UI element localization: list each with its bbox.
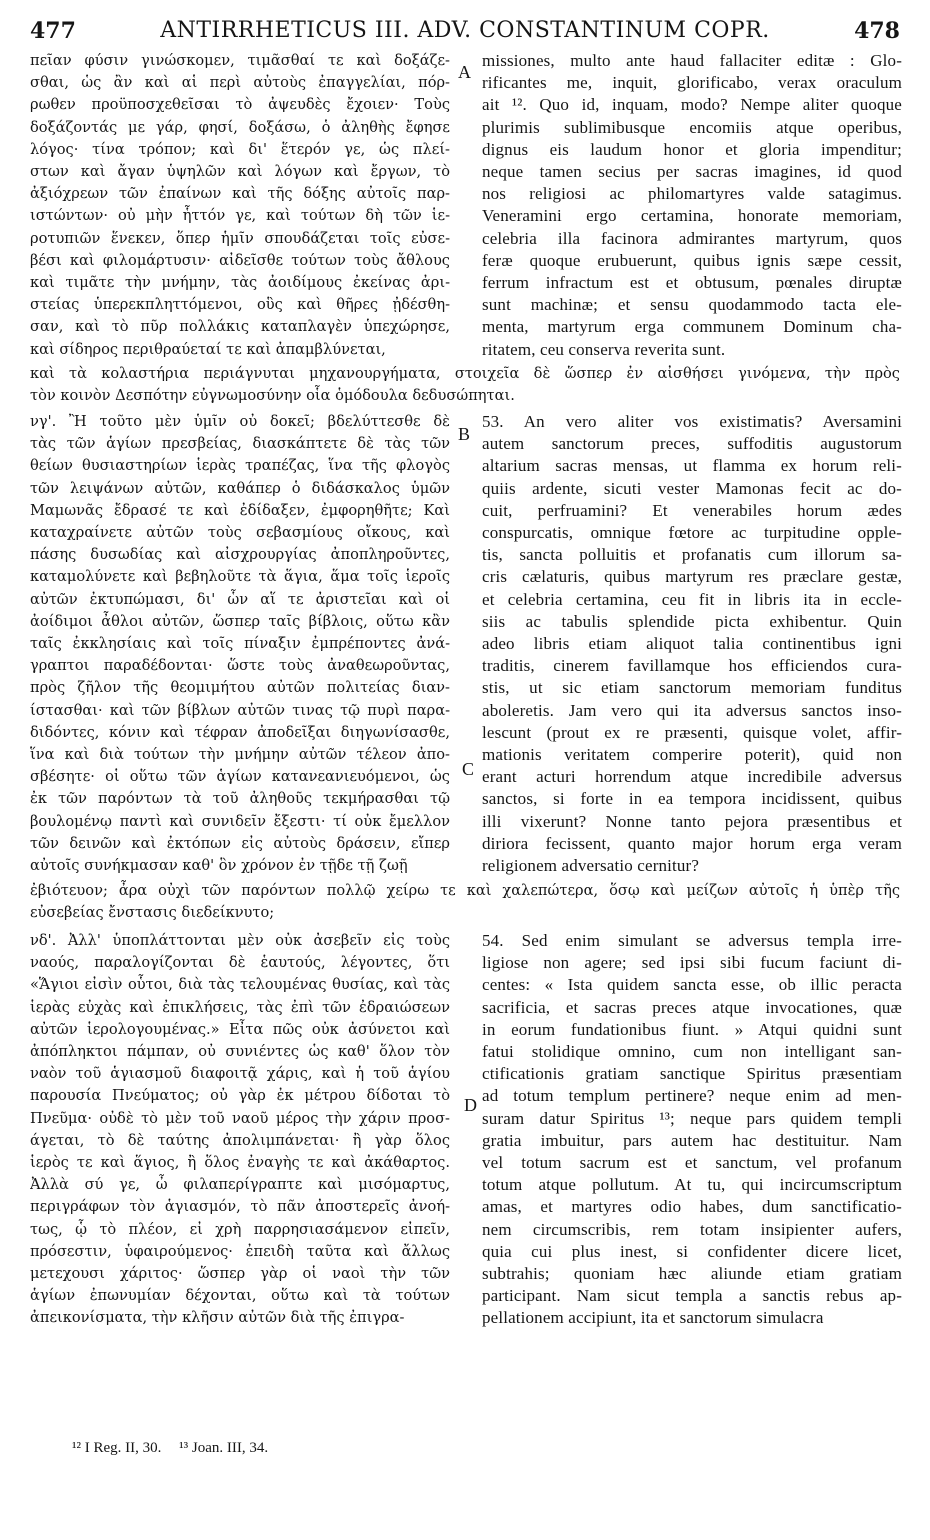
text-line: plurimis sublimibusque encomiis atque operibus, — [482, 117, 902, 137]
text-line: τὸν κοινὸν Δεσπότην εὐγνωμοσύνην οἷα ὁμόδουλα δεδυσώπηται. — [30, 387, 515, 405]
margin-marker-b: B — [458, 424, 471, 444]
text-line: νδ'. Ἀλλ' ὑποπλάττονται μὲν οὐκ ἀσεβεῖν εἰς τοὺς — [30, 932, 450, 949]
text-line: σαν, καὶ τὸ πῦρ πολλάκις καταπλαγὲν ὑπεχώρησε, — [30, 318, 450, 336]
text-line: amas, et martyres odio habes, dum sanctificatio- — [482, 1197, 902, 1217]
text-line: feræ quoque erubuerunt, quibus ignis sæpe cessit, — [482, 250, 902, 270]
text-line: ίστασθαι· καὶ τῶν βίβλων αὐτῶν τινας τῷ πυρὶ παρα- — [30, 701, 450, 719]
footnotes — [72, 1440, 282, 1457]
text-line: fatui stolidique omnino, cum non intelligant san- — [482, 1042, 902, 1062]
text-line: ἁγίων ἐπωνυμίαν δέχονται, οὕτω καὶ τὰ τούτων — [30, 1287, 450, 1305]
text-line: religionem adversatio cernitur? — [482, 856, 700, 876]
text-line: siis ac tabulis splendide picta exhibentur. Quin — [482, 611, 902, 631]
text-line: stis, ut sic etiam sanctorum memoriam funditus — [482, 678, 902, 698]
text-line: ἀοίδιμοι ἆθλοι αὐτῶν, ὥσπερ ταῖς βίβλοις, οὕτω κἂν — [30, 612, 450, 630]
text-line: 54. Sed enim simulant se adversus templa irre- — [482, 931, 902, 950]
text-line: πρὸς ζῆλον τῆς θεομιμήτου αὐτῶν πολιτείας διαν- — [30, 679, 450, 697]
text-line: παρουσία Πνεύματος; οὐ γὰρ ἐκ μέτρου δίδοται τὸ — [30, 1087, 450, 1105]
text-line: nem circumscribis, rem totam insipienter aufers, — [482, 1219, 902, 1239]
text-line: traditis, cinerem favillamque hos efficiendos cura- — [482, 656, 902, 676]
text-line: subtrahis; quoniam hæc aliunde etiam gratiam — [482, 1264, 902, 1284]
text-line: cris cælaturis, quibus martyrum res præclare gestæ, — [482, 567, 902, 587]
footnote-13: ¹³ Joan. III, 34. — [179, 1440, 269, 1456]
text-line: dignus eis laudum honor et gloria impenditur; — [482, 139, 902, 159]
text-line: ἀπεικονίσματα, τὴν κλῆσιν αὐτῶν διὰ τῆς ἐπιγρα- — [30, 1309, 405, 1327]
text-line: ligiose non agere; sed ipsi sibi fucum faciunt di- — [482, 953, 902, 973]
greek-column-2 — [30, 411, 450, 877]
text-line: τῶν δεινῶν καὶ ἐκτόπων εἰς αὐτοὺς δράσειν, εἴπερ — [30, 834, 450, 852]
text-line: ἱερὰς εὐχὰς καὶ ἐπικλήσεις, τὰς ἐπὶ τῶν ἐδραιώσεων — [30, 998, 450, 1016]
text-line: εὐσεβείας ἔνστασις διεδείκνυτο; — [30, 904, 275, 922]
text-line: σβέσητε· οἱ οὕτω τῶν ἁγίων κατανεανιευόμενοι, ὡς — [30, 768, 450, 786]
text-line: autem sanctorum preces, suffoditis augustorum — [482, 434, 902, 454]
greek-column-3 — [30, 930, 450, 1330]
text-line: περιγράφων τὸν ἁγιασμόν, τὸ πᾶν ἀποστερεῖς ἀνοή- — [30, 1198, 450, 1216]
text-line: Πνεῦμα· οὐδὲ τὸ μὲν τοῦ ναοῦ μέρος τὴν χάριν προσ- — [30, 1109, 450, 1127]
text-line: 53. An vero aliter vos existimatis? Aversamini — [482, 412, 902, 431]
greek-column-1 — [30, 50, 450, 361]
text-line: centes: « Ista quidem sancta esse, ob illic peracta — [482, 975, 902, 995]
text-line: δοξάζοντάς με γάρ, φησί, δοξάσω, ὁ ἀληθὴς ἔφησε — [30, 118, 450, 136]
text-line: «Ἅγιοι εἰσὶν οὗτοι, διὰ τὰς τελουμένας θυσίας, καὶ τὰς — [30, 976, 450, 994]
text-line: sanctos, si forte in ea tempora incidissent, quibus — [482, 789, 902, 809]
text-line: Ἀλλὰ σύ γε, ὦ φιλαπερίγραπτε καὶ μισόμαρτυς, — [30, 1176, 450, 1194]
greek-wide-1 — [30, 363, 900, 407]
text-line: καταχραίνετε αὐτῶν τοὺς σεβασμίους οἴκους, καὶ — [30, 524, 450, 542]
text-line: lescunt (prout ex re præsenti, quisque volet, affir- — [482, 722, 902, 742]
text-line: ctificationis gratiam sanctique Spiritus præsentiam — [482, 1064, 902, 1084]
text-line: gratia imbuitur, pars autem hac destituitur. Nam — [482, 1130, 902, 1150]
latin-column-3 — [482, 930, 902, 1330]
text-line: erant acturi horrendum atque incredibile adversus — [482, 767, 902, 787]
text-line: καὶ σίδηρος περιθραύεταί τε καὶ ἀπαμβλύνεται, — [30, 340, 386, 358]
latin-column-2 — [482, 411, 902, 877]
text-line: άγεται, τὸ δὲ ταύτης ἀπολιμπάνεται· ἢ γὰρ ὅλος — [30, 1131, 450, 1149]
text-line: ναούς, παραλογίζονται δὲ ἑαυτούς, λέγοντες, ὅτι — [30, 954, 450, 972]
text-line: ad totum templum pertinere? neque enim ad men- — [482, 1086, 902, 1106]
text-line: γραπτοι παραδέδονται· ὥστε τοὺς ἀναθεωροῦντας, — [30, 657, 450, 675]
running-header — [30, 14, 900, 46]
text-line: Veneramini ergo certamina, honorate memoriam, — [482, 206, 902, 226]
text-line: pellationem accipiunt, ita et sanctorum simulacra — [482, 1308, 824, 1328]
text-line: cuit, perfruamini? Et venerabiles horum ædes — [482, 500, 902, 520]
margin-marker-c: C — [462, 759, 475, 779]
footnote-12: ¹² I Reg. II, 30. — [72, 1440, 162, 1456]
greek-wide-2 — [30, 880, 900, 924]
latin-column-1 — [482, 50, 902, 361]
text-line: σθαι, ὡς ἂν καὶ αἱ περὶ αὐτοὺς ἐπαγγελίαι, πόρ- — [30, 74, 450, 92]
text-line: πάσης δυσωδίας καὶ αἰσχρουργίας ἀποπληροῦντες, — [30, 546, 450, 564]
text-line: suram datur Spiritus ¹³; neque pars quidem templi — [482, 1108, 902, 1128]
text-line: στείας ὑπερεκπληττόμενοι, οὓς καὶ θῆρες ᾐδέσθη- — [30, 296, 450, 314]
text-line: νγ'. Ἢ τοῦτο μὲν ὑμῖν οὐ δοκεῖ; βδελύττεσθε δὲ — [30, 413, 450, 430]
text-line: missiones, multo ante haud fallaciter editæ : Glo- — [482, 51, 902, 70]
text-line: ferrum infractum est et obtusum, pœnales diruptæ — [482, 273, 902, 293]
text-line: sunt machinæ; et sensu quodammodo tacta ele- — [482, 295, 902, 315]
text-line: illi vixerunt? Nonne tanto pejora præsentibus et — [482, 811, 902, 831]
text-line: βουλομένῳ παντὶ καὶ συνιδεῖν ἔξεστι· τί οὐκ ἔμελλον — [30, 812, 450, 830]
text-line: sacrificia, et sacras preces atque invocationes, quæ — [482, 997, 902, 1017]
text-line: adeo libris etiam aliquot talia continentibus igni — [482, 634, 902, 654]
text-line: μετεχουσι χάριτος· ὥσπερ γὰρ οἱ ναοὶ τὴν τῶν — [30, 1265, 450, 1283]
text-line: participant. Nam sicut templa a sanctis rebus ap- — [482, 1286, 902, 1306]
text-line: τῶν λειψάνων αὐτῶν, καθάπερ ὁ διδάσκαλος ὑμῶν — [30, 479, 450, 497]
text-line: ἵνα καὶ διὰ τούτων τὴν μνήμην αὐτῶν τέλεον ἀπο- — [30, 746, 450, 764]
text-line: ἱερὸς τε καὶ ἅγιος, ἢ ὅλος ἐναγὴς τε καὶ ἀκάθαρτος. — [30, 1154, 450, 1172]
text-line: διδόντες, κόνιν καὶ τέφραν ἀποδεῖξαι διηγωνίσασθε, — [30, 723, 450, 741]
text-line: στων καὶ ἄγαν ὑψηλῶν καὶ λόγων καὶ ἔργων, τὸ — [30, 163, 450, 181]
text-line: καταμολύνετε καὶ βεβηλοῦτε τὰ ἅγια, ἅμα τοῖς ἱεροῖς — [30, 568, 450, 586]
page-number-right: 478 — [854, 18, 900, 44]
text-line: ρωθεν προϋποσχεθεῖσαι τὸ ἀψευδὲς ἔχοιεν· Τοὺς — [30, 96, 450, 114]
page-number-left: 477 — [30, 18, 76, 44]
text-line: Μαμωνᾶς ἔδρασέ τε καὶ ἐδίδαξεν, ἐμφορηθῆτε; Καὶ — [30, 501, 450, 519]
text-line: βέσι καὶ φιλομάρτυσιν· αἰδεῖσθε τούτων τοὺς ἄθλους — [30, 251, 450, 269]
text-line: tis, sancta polluitis et profanatis cum illorum sa- — [482, 545, 902, 565]
margin-marker-d: D — [464, 1095, 477, 1115]
text-line: ιστώντων· οὐ μὴν ἧττόν γε, καὶ τούτων δὴ τῶν ἱε- — [30, 207, 450, 225]
text-line: ἀπόπληκτοι πάμπαν, οὐ συνιέντες ὡς καθ' ὅλον τὸν — [30, 1043, 450, 1061]
text-line: altarium sacras mensas, ut flamma ex horum reli- — [482, 456, 902, 476]
text-line: celebria illa facinora admirantes martyrum, quos — [482, 228, 902, 248]
text-line: diriora fecissent, quanto major horum erga veram — [482, 833, 902, 853]
text-line: καὶ τιμᾶτε τὴν μνήμην, τὰς ἀοιδίμους ἐκείνας ἀρι- — [30, 274, 450, 292]
text-line: quia cui plus inest, si confidenter dicere licet, — [482, 1241, 902, 1261]
text-line: πρόσεστιν, ὑφαιρούμενος· ἐπειδὴ ταῦτα καὶ ἄλλως — [30, 1242, 450, 1260]
text-line: ritatem, ceu conserva reverita sunt. — [482, 339, 726, 359]
text-line: quiis ardente, sicuti vester Mamonas fecit ac do- — [482, 478, 902, 498]
text-line: et celebria certamina, ceu fit in libris ita in eccle- — [482, 589, 902, 609]
margin-marker-a: A — [458, 62, 471, 82]
text-line: totum atque pollutum. At tu, qui incircumscriptum — [482, 1175, 902, 1195]
text-line: ταῖς ἐκκλησίαις καὶ τοῖς πίναξιν ἐμπρέποντες ἀνά- — [30, 635, 450, 653]
text-line: conspurcatis, omnique fœtore ac turpitudine opple- — [482, 523, 902, 543]
text-line: ait ¹². Quo id, inquam, modo? Nempe aliter quoque — [482, 95, 902, 115]
text-line: menta, martyrum erga communem Dominum cha- — [482, 317, 902, 337]
text-line: λόγος· τίνα τρόπον; καὶ δι' ἕτερόν γε, ὡς πλεί- — [30, 140, 450, 158]
text-line: τως, ᾧ τὸ πλέον, εἰ χρὴ παρρησιασάμενον εἰπεῖν, — [30, 1220, 450, 1238]
text-line: πεῖαν φύσιν γινώσκομεν, τιμᾶσθαί τε καὶ δοξάζε- — [30, 52, 450, 69]
text-line: mationis veritatem comperire poterit), quid non — [482, 745, 902, 765]
text-line: τὰς τῶν ἁγίων πρεσβείας, διασκάπτετε δὲ τὰς τῶν — [30, 435, 450, 453]
running-title: ANTIRRHETICUS III. ADV. CONSTANTINUM COPR. — [160, 18, 770, 43]
text-line: neque tamen secius per sacras imagines, id quod — [482, 162, 902, 182]
text-line: in eorum fundationibus fiunt. » Atqui quidni sunt — [482, 1019, 902, 1039]
text-line: ἐκ τῶν παρόντων τὰ τοῦ ἀληθοῦς τεκμήρασθαι τῷ — [30, 790, 450, 808]
text-line: vel totum sacrum est et sanctum, vel profanum — [482, 1153, 902, 1173]
text-line: αὐτῶν ἱερολογουμένας.» Εἶτα πῶς οὐκ ἀσύνετοι καὶ — [30, 1020, 450, 1038]
text-line: ναὸν τοῦ ἁγιασμοῦ διαφοιτᾷ χάρις, καὶ ἡ τοῦ ἁγίου — [30, 1065, 450, 1083]
text-line: καὶ τὰ κολαστήρια περιάγνυται μηχανουργήματα, στοιχεῖα δὲ ὥσπερ ἐν αἰσθήσει γινόμενα, τὴν πρὸς — [30, 365, 900, 382]
text-line: nos religiosi ac philomartyres valde satagimus. — [482, 184, 902, 204]
text-line: rificantes me, inquit, glorificabo, verax oraculum — [482, 73, 902, 93]
text-line: ροτυπιῶν ἕνεκεν, ὅπερ ἡμῖν σπουδάζεται τοῖς εὐσε- — [30, 229, 450, 247]
text-line: ἐβιότευον; ἆρα οὐχὶ τῶν παρόντων πολλῷ χείρω τε καὶ χαλεπώτερα, ὅσῳ καὶ μείζων αὐτοῖς ἡ ὑπὲρ τῆς — [30, 882, 900, 899]
text-line: ἀξιόχρεων τῶν ἐπαίνων καὶ τῆς δόξης αὐτοῖς παρ- — [30, 185, 450, 203]
text-line: aboleretis. Jam vero qui ita adversus sanctos inso- — [482, 700, 902, 720]
text-line: αὐτῶν ἐκτυπώμασι, δι' ὧν αἵ τε ἀριστεῖαι καὶ οἱ — [30, 590, 450, 608]
text-line: αὐτοῖς συνήκμασαν καθ' ὃν χρόνον ἐν τῇδε τῇ ζωῇ — [30, 857, 408, 875]
text-line: θείων θυσιαστηρίων ἱερὰς τραπέζας, ἵνα τῆς φλογὸς — [30, 457, 450, 475]
